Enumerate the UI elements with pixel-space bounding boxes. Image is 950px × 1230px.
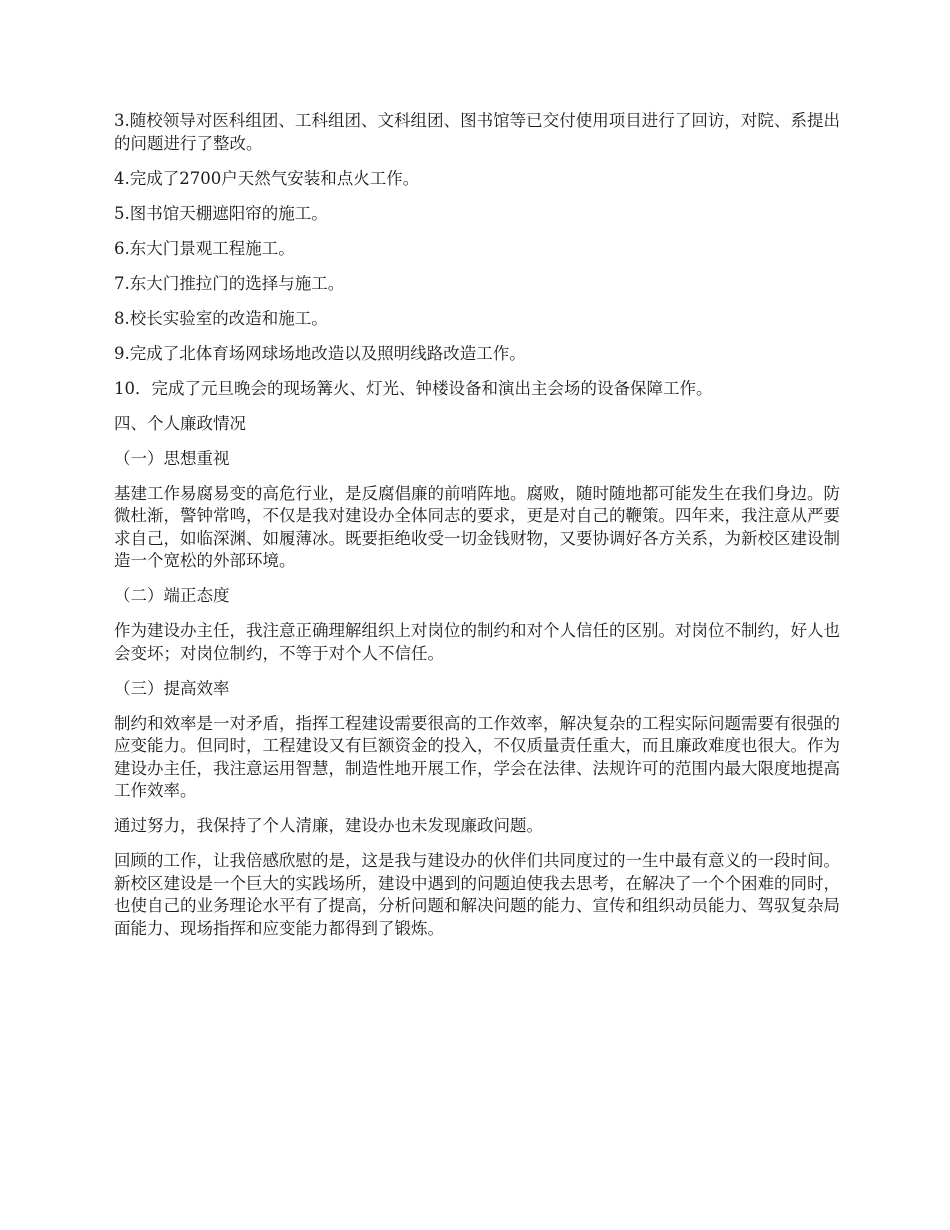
subheading-attitude: （二）端正态度: [114, 586, 230, 605]
list-item-3: 3.随校领导对医科组团、工科组团、文科组团、图书馆等已交付使用项目进行了回访，对院、系提出的问题进行了整改。: [114, 111, 840, 153]
list-item-6: 6.东大门景观工程施工。: [114, 238, 295, 258]
list-item-7: 7.东大门推拉门的选择与施工。: [114, 273, 345, 293]
document-body: [114, 110, 840, 953]
subheading-efficiency: （三）提高效率: [114, 678, 230, 698]
list-item-4: 4.完成了2700户天然气安装和点火工作。: [114, 168, 420, 188]
list-item-5: 5.图书馆天棚遮阳帘的施工。: [114, 203, 328, 223]
list-item-8: 8.校长实验室的改造和施工。: [114, 308, 328, 328]
paragraph-efficiency: 制约和效率是一对矛盾，指挥工程建设需要很高的工作效率，解决复杂的工程实际问题需要有很强的应变能力。但同时，工程建设又有巨额资金的投入，不仅质量责任重大，而且廉政难度也很大。作为建设办主任，我注意运用智慧，制造性地开展工作，学会在法律、法规许可的范围内最大限度地提高工作效率。: [114, 713, 840, 800]
list-item-9: 9.完成了北体育场网球场地改造以及照明线路改造工作。: [114, 343, 526, 363]
paragraph-attitude: 作为建设办主任，我注意正确理解组织上对岗位的制约和对个人信任的区别。对岗位不制约，好人也会变坏；对岗位制约，不等于对个人不信任。: [114, 621, 840, 663]
subheading-ideology: （一）思想重视: [114, 448, 230, 468]
list-item-10: 10．完成了元旦晚会的现场篝火、灯光、钟楼设备和演出主会场的设备保障工作。: [114, 378, 713, 398]
paragraph-ideology: 基建工作易腐易变的高危行业，是反腐倡廉的前哨阵地。腐败，随时随地都可能发生在我们身边。防微杜渐，警钟常鸣，不仅是我对建设办全体同志的要求，更是对自己的鞭策。四年来，我注意从严要求自己，如临深渊、如履薄冰。既要拒绝收受一切金钱财物，又要协调好各方关系，为新校区建设制造一个宽松的外部环境。: [114, 483, 840, 570]
paragraph-review: 回顾的工作，让我倍感欣慰的是，这是我与建设办的伙伴们共同度过的一生中最有意义的一段时间。新校区建设是一个巨大的实践场所，建设中遇到的问题迫使我去思考，在解决了一个个困难的同时，也使自己的业务理论水平有了提高，分析问题和解决问题的能力、宣传和组织动员能力、驾驭复杂局面能力、现场指挥和应变能力都得到了锻炼。: [114, 851, 840, 938]
paragraph-result: 通过努力，我保持了个人清廉，建设办也未发现廉政问题。: [114, 816, 543, 835]
section-heading-integrity: 四、个人廉政情况: [114, 413, 246, 433]
